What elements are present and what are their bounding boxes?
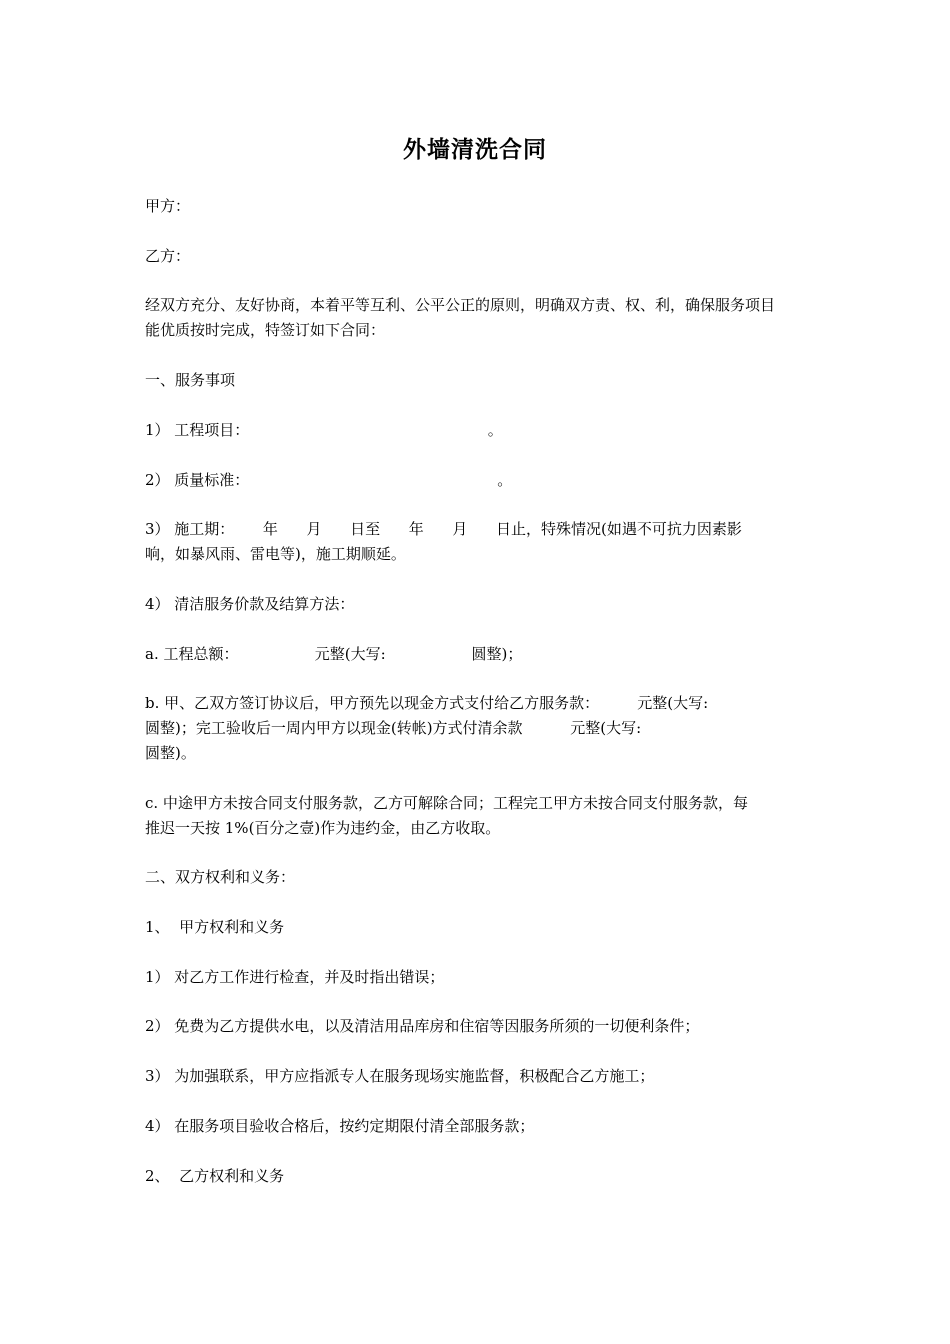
intro-paragraph-line-1: 经双方充分、友好协商，本着平等互利、公平公正的原则，明确双方责、权、利，确保服务项目: [145, 296, 776, 314]
party-b-rights-heading: 2、 乙方权利和义务: [145, 1167, 285, 1185]
item-b-line-2: 圆整)；完工验收后一周内甲方以现金(转帐)方式付清余款 元整(大写:: [145, 719, 642, 737]
intro-paragraph-line-2: 能优质按时完成，特签订如下合同：: [145, 321, 386, 339]
item-quality-standard: 2） 质量标准： 。: [145, 471, 513, 489]
item-project: 1） 工程项目： 。: [145, 421, 503, 439]
item-a-total-amount: a. 工程总额： 元整(大写: 圆整)；: [145, 645, 523, 663]
party-a-right-4: 4） 在服务项目验收合格后，按约定期限付清全部服务款；: [145, 1117, 535, 1135]
party-a-right-3: 3） 为加强联系，甲方应指派专人在服务现场实施监督，积极配合乙方施工；: [145, 1067, 655, 1085]
party-a-right-1: 1） 对乙方工作进行检查，并及时指出错误；: [145, 968, 445, 986]
party-a-rights-heading: 1、 甲方权利和义务: [145, 918, 285, 936]
document-title: 外墙清洗合同: [403, 137, 547, 163]
party-a-label: 甲方：: [145, 197, 191, 215]
item-construction-period-line-1: 3） 施工期： 年 月 日至 年 月 日止，特殊情况(如遇不可抗力因素影: [145, 520, 742, 538]
party-b-label: 乙方：: [145, 247, 191, 265]
item-c-line-1: c. 中途甲方未按合同支付服务款，乙方可解除合同；工程完工甲方未按合同支付服务款，每: [145, 794, 748, 812]
item-c-line-2: 推迟一天按 1%(百分之壹)作为违约金，由乙方收取。: [145, 819, 501, 837]
item-b-line-3: 圆整)。: [145, 744, 196, 762]
party-a-right-2: 2） 免费为乙方提供水电，以及清洁用品库房和住宿等因服务所须的一切便利条件；: [145, 1017, 700, 1035]
section-2-heading: 二、双方权利和义务：: [145, 868, 296, 886]
item-b-line-1: b. 甲、乙双方签订协议后，甲方预先以现金方式支付给乙方服务款： 元整(大写:: [145, 694, 709, 712]
section-1-heading: 一、服务事项: [145, 371, 236, 389]
item-payment-method: 4） 清洁服务价款及结算方法：: [145, 595, 355, 613]
item-construction-period-line-2: 响，如暴风雨、雷电等)，施工期顺延。: [145, 545, 406, 563]
